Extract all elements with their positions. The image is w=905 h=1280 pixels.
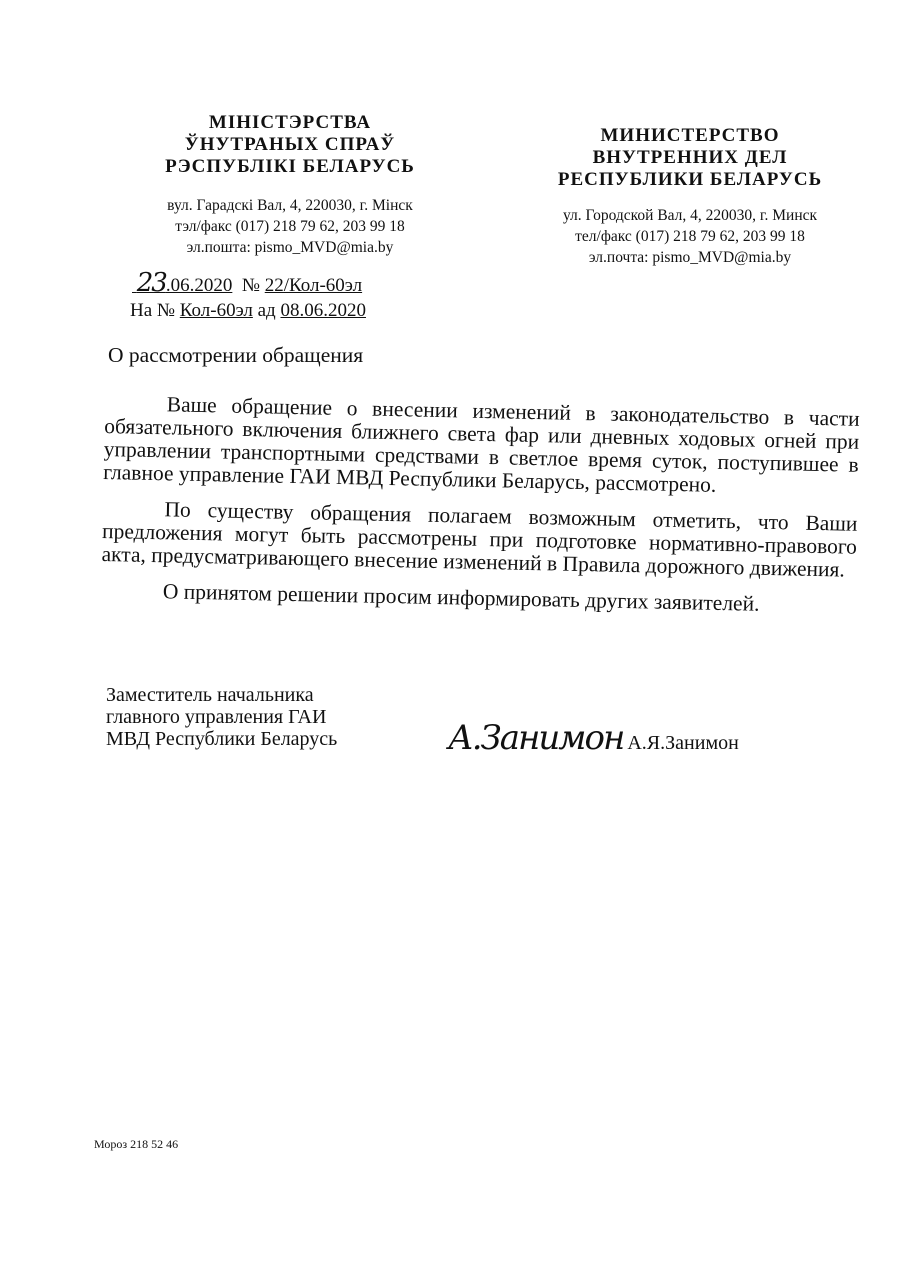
number-label: № [241, 275, 260, 296]
position-line: главного управления ГАИ [106, 706, 327, 728]
header-by-title [130, 112, 450, 178]
header-ru-line: РЕСПУБЛИКИ БЕЛАРУСЬ [557, 169, 823, 190]
paragraph: По существу обращения полагаем возможным отметить, что Ваши предложения могут быть рассмотрены при подготовке нормативно-правового акта, предусматривающего внесение изменений в Правила дорожного движения. [101, 497, 858, 582]
date-rest: .06.2020 [165, 275, 233, 296]
executor: Мороз 218 52 46 [94, 1137, 179, 1151]
header-ru-line: ВНУТРЕННИХ ДЕЛ [592, 147, 788, 168]
ref-date: 08.06.2020 [280, 300, 366, 321]
registration-number [132, 268, 362, 298]
email: эл.пошта: pismo_MVD@mia.by [186, 239, 394, 256]
handwritten-signature: А.Занимон [448, 718, 624, 758]
signatory-name: А.Я.Занимон [627, 732, 739, 754]
position-line: Заместитель начальника [106, 684, 314, 706]
paragraph: Ваше обращение о внесении изменений в законодательство в части обязательного включения ближнего света фар или дневных ходовых огней при управлении транспортными средствами в светлое время суток, поступившее в главное управление ГАИ МВД Республики Беларусь, рассмотрено. [103, 392, 860, 497]
signature [448, 718, 739, 758]
address: вул. Гарадскі Вал, 4, 220030, г. Мінск [167, 197, 413, 214]
reference-number [130, 300, 366, 322]
subject: О рассмотрении обращения [108, 343, 364, 367]
phone: тэл/факс (017) 218 79 62, 203 99 18 [175, 218, 405, 235]
handwritten-day: 23 [136, 268, 166, 298]
header-ru-contacts [520, 205, 860, 268]
header-ru-line: МИНИСТЕРСТВО [600, 125, 780, 146]
ref-label: На № [130, 300, 176, 321]
email: эл.почта: pismo_MVD@mia.by [588, 249, 792, 266]
letter-body [100, 392, 860, 631]
ref-of: ад [257, 300, 276, 321]
paragraph: О принятом решении просим информировать других заявителей. [162, 579, 760, 616]
address: ул. Городской Вал, 4, 220030, г. Минск [562, 207, 818, 224]
phone: тел/факс (017) 218 79 62, 203 99 18 [575, 228, 805, 245]
letter-number: 22/Кол-60эл [264, 275, 363, 296]
header-by-contacts [130, 195, 450, 258]
position-line: МВД Республики Беларусь [106, 728, 338, 750]
ref-number: Кол-60эл [179, 300, 253, 321]
header-ru-title [520, 125, 860, 191]
header-by-line: РЭСПУБЛІКІ БЕЛАРУСЬ [165, 156, 415, 177]
letter-date [132, 268, 233, 298]
header-by-line: ЎНУТРАНЫХ СПРАЎ [184, 134, 396, 155]
signatory-position [106, 684, 337, 750]
header-by-line: МІНІСТЭРСТВА [208, 112, 372, 133]
